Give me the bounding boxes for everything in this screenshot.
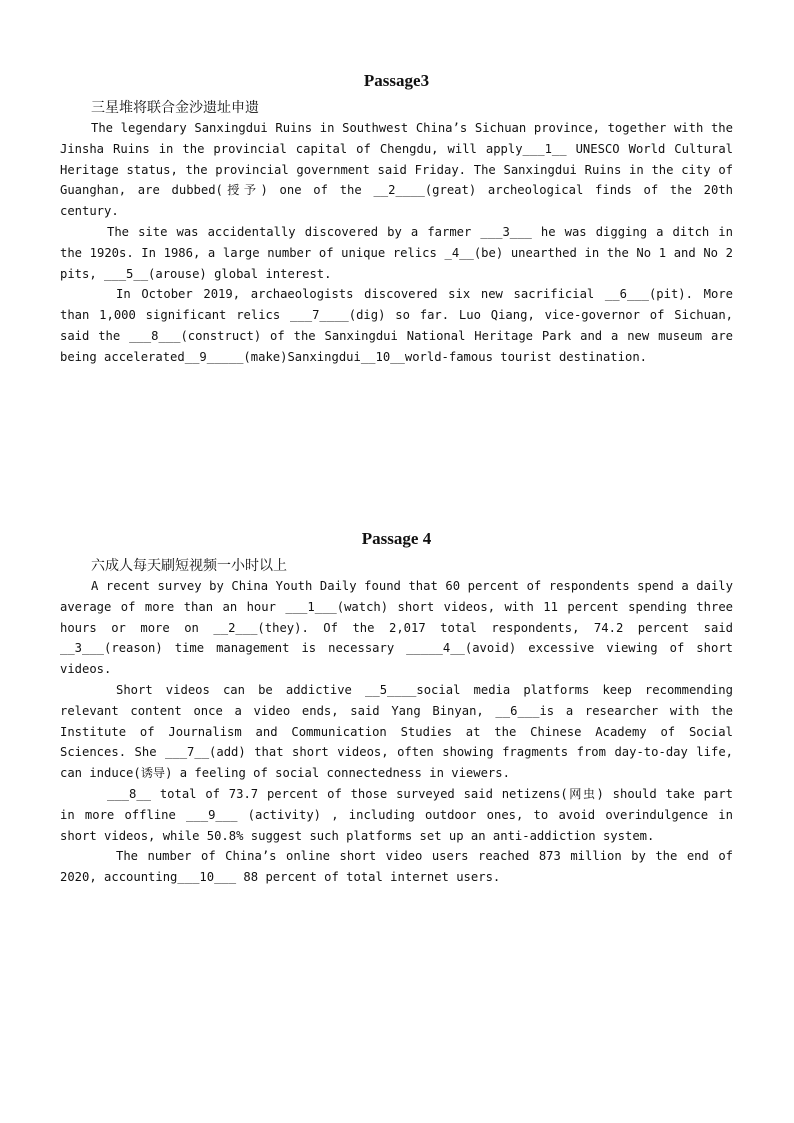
passage-4-paragraph-3: ___8__ total of 73.7 percent of those surveyed said netizens(网虫) should take part in more offline ___9___ (activity) , including outdoor ones, to avoid overindulgence in short videos, while 50.8% suggest such platforms set up an anti-addiction system.: [60, 786, 733, 843]
passage-4-heading: Passage 4: [361, 529, 432, 548]
passage-4-subtitle: 六成人每天刷短视频一小时以上: [91, 558, 287, 574]
passage-4-paragraph-2: Short videos can be addictive __5____social media platforms keep recommending relevant content once a video ends, said Yang Binyan, __6___is a researcher with the Institute of Journalism and Communication Studies at the Chinese Academy of Social Sciences. She ___7__(add) that short videos, often showing fragments from day-to-day life, can induce(诱导) a feeling of social connectedness in viewers.: [60, 682, 733, 781]
passage-3-paragraph-3: In October 2019, archaeologists discovered six new sacrificial __6___(pit). More than 1,000 significant relics ___7____(dig) so far. Luo Qiang, vice-governor of Sichuan, said the ___8___(construct) of the Sanxingdui National Heritage Park and a new museum are being accelerated__9_____(make)Sanxingdui__10__world-famous tourist destination.: [60, 287, 733, 364]
passage-4: [60, 529, 733, 888]
passage-3-subtitle: 三星堆将联合金沙遗址申遗: [91, 100, 259, 116]
passage-3-paragraph-2: The site was accidentally discovered by a farmer ___3___ he was digging a ditch in the 1920s. In 1986, a large number of unique relics _4__(be) unearthed in the No 1 and No 2 pits, ___5__(arouse) global interest.: [60, 224, 733, 281]
passage-3-heading: Passage3: [363, 71, 430, 90]
passage-4-paragraph-1: A recent survey by China Youth Daily found that 60 percent of respondents spend a daily average of more than an hour ___1___(watch) short videos, with 11 percent spending three hours or more on __2___(they). Of the 2,017 total respondents, 74.2 percent said __3___(reason) time management is necessary _____4__(avoid) excessive viewing of short videos.: [60, 579, 733, 677]
passage-3-paragraph-1: The legendary Sanxingdui Ruins in Southwest China’s Sichuan province, together with the Jinsha Ruins in the provincial capital of Chengdu, will apply___1__ UNESCO World Cultural Heritage status, the provincial government said Friday. The Sanxingdui Ruins in the city of Guanghan, are dubbed(授予) one of the __2____(great) archeological finds of the 20th century.: [60, 121, 733, 219]
passage-3: [60, 71, 733, 368]
passage-4-paragraph-4: The number of China’s online short video users reached 873 million by the end of 2020, accounting___10___ 88 percent of total internet users.: [60, 849, 733, 885]
